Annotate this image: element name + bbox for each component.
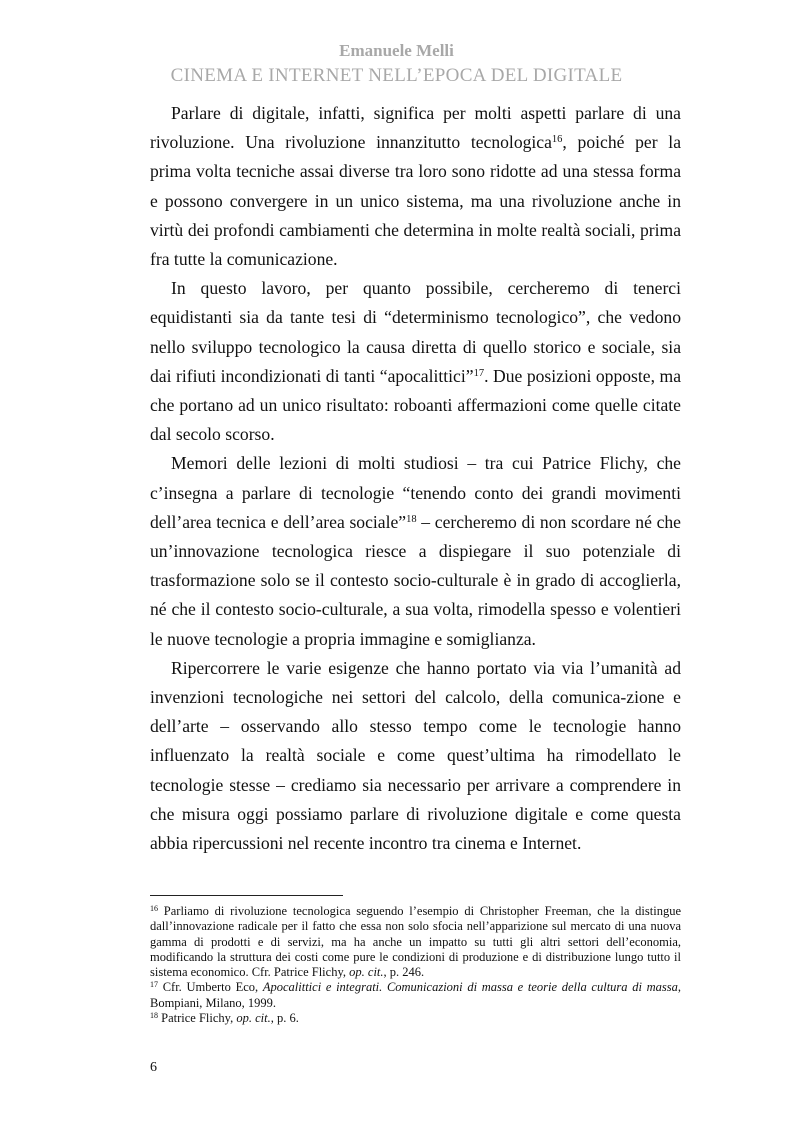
footnote-18: $^{18}$ Patrice Flichy, op. cit., p. 6. (150, 1011, 299, 1026)
paragraph-4: Ripercorrere le varie esigenze che hanno portato via via l’umanità ad invenzioni tecnologiche nei settori del calcolo, della comunica-zione e dell’arte – osservando allo stesso tempo come le tecnologie hanno influenzato la realtà sociale e come quest’ultima ha rimodellato le tecnologie stesse – crediamo sia necessario per arrivare a comprendere in che misura oggi possiamo parlare di rivoluzione digitale e come questa abbia ripercussioni nel recente incontro tra cinema e Internet. (150, 657, 681, 854)
footnote-ref-17[interactable]: 17 (473, 367, 485, 379)
header-title: CINEMA E INTERNET NELL’EPOCA DEL DIGITALE (170, 65, 623, 86)
paragraph-2: In questo lavoro, per quanto possibile, cercheremo di tenerci equidistanti sia da tante tesi di “determinismo tecnologico”, che vedono nello sviluppo tecnologico la causa diretta di quello storico e sociale, sia dai rifiuti incondizionati di tanti “apocalittici”$^{17}$. Due posizioni opposte, ma che portano ad un unico risultato: roboanti affermazioni come quelle citate dal secolo scorso. (150, 278, 681, 445)
paragraph-3: Memori delle lezioni di molti studiosi – tra cui Patrice Flichy, che c’insegna a parlare di tecnologie “tenendo conto dei grandi movimenti dell’area tecnica e dell’area sociale”$^{18}$ – cercheremo di non scordare né che un’innovazione tecnologica riesce a dispiegare il suo potenziale di trasformazione solo se il contesto socio-culturale è in grado di accoglierla, né che il contesto socio-culturale, a sua volta, rimodella spesso e volentieri le nuove tecnologie a propria immagine e somiglianza. (150, 453, 681, 649)
paragraph-1: Parlare di digitale, infatti, significa per molti aspetti parlare di una rivoluzione. Una rivoluzione innanzitutto tecnologica$^{16}$, poiché per la prima volta tecniche assai diverse tra loro sono ridotte ad una stessa forma e possono convergere in un unico sistema, ma una rivoluzione anche in virtù dei profondi cambiamenti che determina in molte realtà sociali, prima fra tutte la comunicazione. (150, 103, 681, 270)
footnote-ref-16[interactable]: 16 (551, 134, 563, 146)
body-text (150, 99, 681, 858)
running-header (0, 38, 793, 88)
header-author: Emanuele Melli (339, 41, 454, 60)
footnote-16: $^{16}$ Parliamo di rivoluzione tecnologica seguendo l’esempio di Christopher Freeman, che la distingue dall’innovazione radicale per il fatto che essa non solo sfocia nell’apparizione sul mercato di una nuova gamma di prodotti e di servizi, ma ha anche un impatto su tutti gli altri settori dell’economia, modificando la struttura dei costi come pure le condizioni di produzione e di distribuzione lungo tutto il sistema economico. Cfr. Patrice Flichy, op. cit., p. 246. (150, 904, 681, 980)
page-number: 6 (150, 1060, 157, 1075)
footnote-17: $^{17}$ Cfr. Umberto Eco, Apocalittici e integrati. Comunicazioni di massa e teorie della cultura di massa, Bompiani, Milano, 1999. (150, 980, 682, 1010)
footnotes (150, 904, 681, 1026)
footnote-ref-18[interactable]: 18 (406, 513, 417, 525)
footnote-divider (150, 895, 343, 896)
